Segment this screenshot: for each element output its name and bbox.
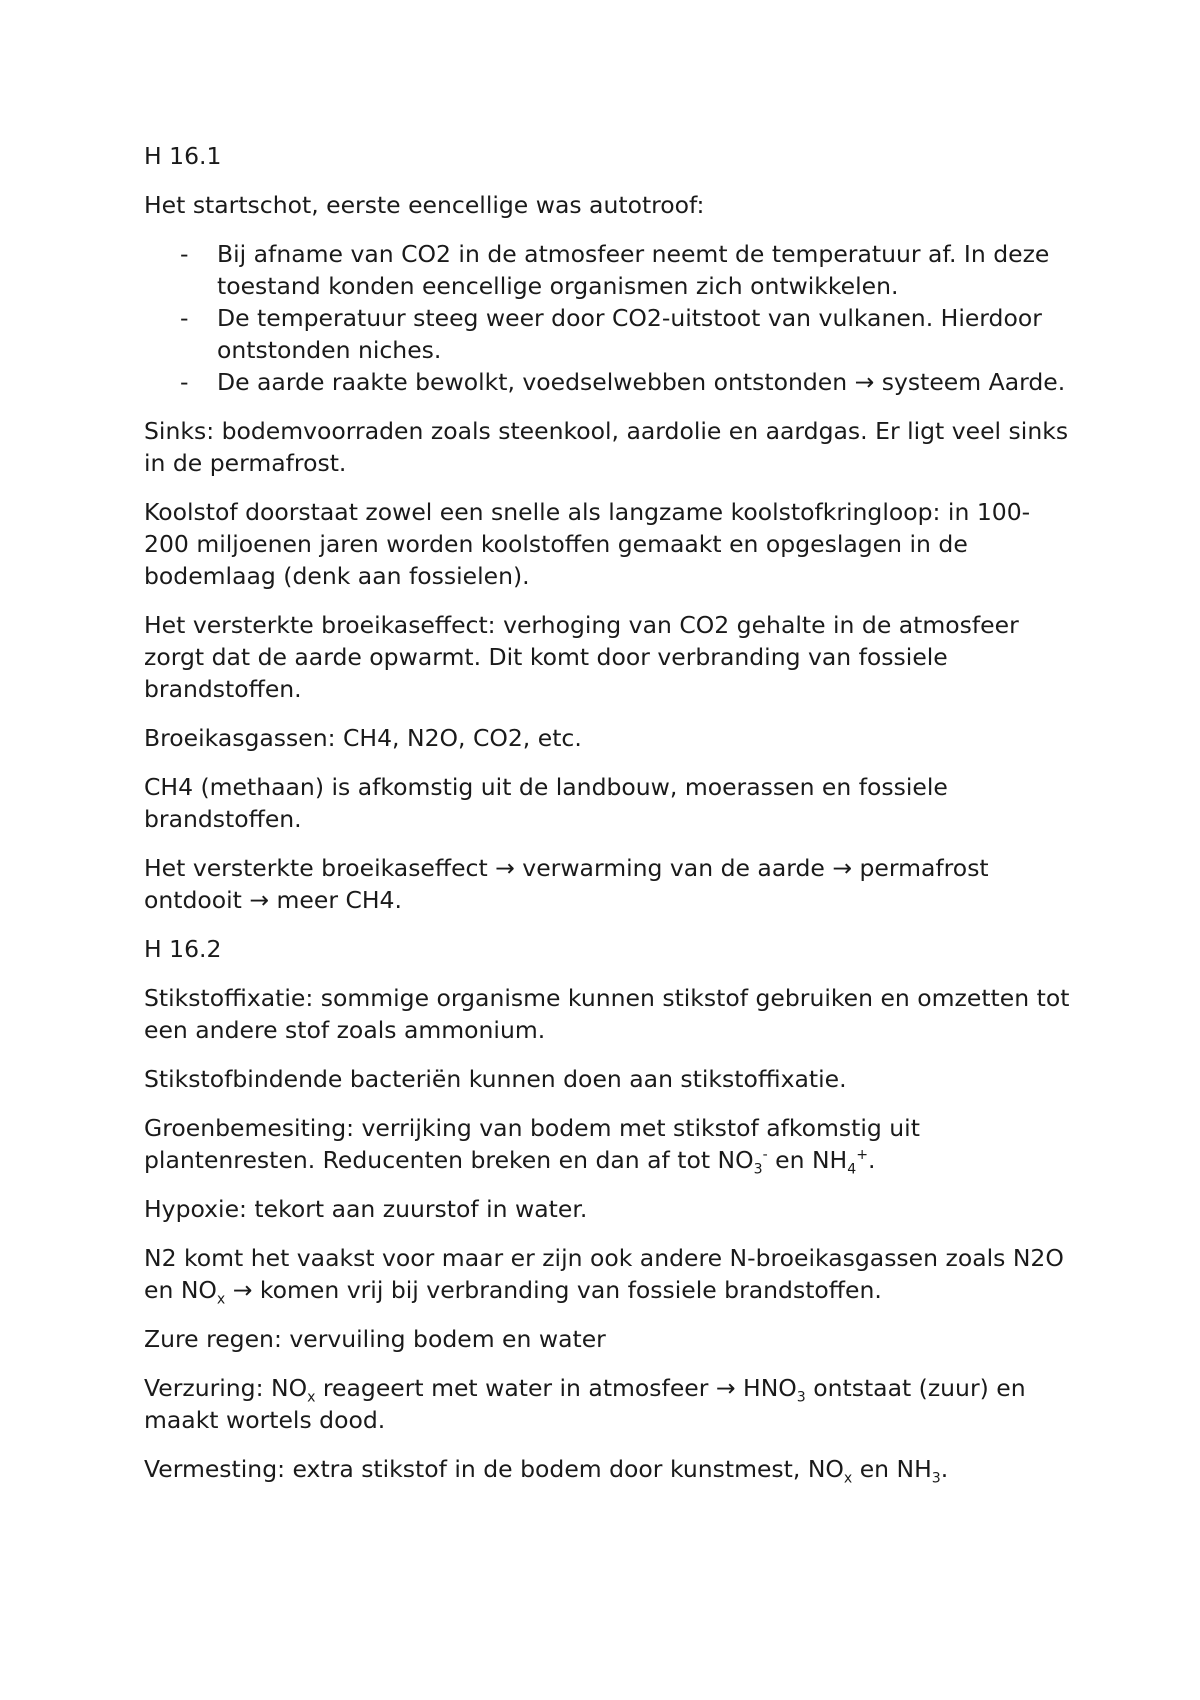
vermesting-end: . (940, 1455, 949, 1483)
broeikasgassen-paragraph: Broeikasgassen: CH4, N2O, CO2, etc. (144, 724, 582, 752)
verzuring-end: ontstaat (zuur) en maakt wortels dood. (144, 1374, 1026, 1434)
koolstof-paragraph: Koolstof doorstaat zowel een snelle als langzame koolstofkringloop: in 100-200 miljoenen jaren worden koolstoffen gemaakt en opgeslagen in de bodemlaag (denk aan fossielen). (144, 498, 1031, 590)
list-item-text: De temperatuur steeg weer door CO2-uitstoot van vulkanen. Hierdoor ontstonden niches. (217, 304, 1042, 364)
groenbemesting-mid: en NH (767, 1146, 848, 1174)
document-body (144, 140, 1074, 1502)
subscript: 3 (796, 1389, 806, 1406)
section-heading-16-2: H 16.2 (144, 935, 222, 963)
verzuring-text: Verzuring: NO (144, 1374, 308, 1402)
subscript: 3 (931, 1470, 941, 1487)
groenbemesting-paragraph (144, 1112, 1074, 1176)
bacterien-paragraph: Stikstofbindende bacteriën kunnen doen aan stikstoffixatie. (144, 1065, 847, 1093)
keten-paragraph: Het versterkte broeikaseffect → verwarming van de aarde → permafrost ontdooit → meer CH4. (144, 854, 989, 914)
subscript: x (216, 1291, 226, 1308)
list-item-text: Bij afname van CO2 in de atmosfeer neemt de temperatuur af. In deze toestand konden eencellige organismen zich ontwikkelen. (217, 240, 1050, 300)
bullet-list (144, 238, 1074, 398)
superscript: - (762, 1147, 768, 1164)
section-heading-16-1: H 16.1 (144, 142, 222, 170)
broeikaseffect-paragraph: Het versterkte broeikaseffect: verhoging van CO2 gehalte in de atmosfeer zorgt dat de aarde opwarmt. Dit komt door verbranding van fossiele brandstoffen. (144, 611, 1019, 703)
groenbemesting-end: . (868, 1146, 876, 1174)
list-item-text: De aarde raakte bewolkt, voedselwebben ontstonden → systeem Aarde. (217, 368, 1066, 396)
stikstoffixatie-paragraph: Stikstoffixatie: sommige organisme kunnen stikstof gebruiken en omzetten tot een andere stof zoals ammonium. (144, 984, 1070, 1044)
verzuring-mid: reageert met water in atmosfeer → HNO (315, 1374, 797, 1402)
subscript: 4 (847, 1161, 857, 1178)
n2-paragraph (144, 1242, 1074, 1306)
verzuring-paragraph (144, 1372, 1074, 1436)
groenbemesting-text: Groenbemesiting: verrijking van bodem met stikstof afkomstig uit plantenresten. Reducenten breken en dan af tot NO (144, 1114, 920, 1174)
bullet-marker: - (180, 240, 189, 268)
vermesting-paragraph (144, 1453, 1074, 1485)
zure-regen-paragraph: Zure regen: vervuiling bodem en water (144, 1325, 606, 1353)
sinks-paragraph: Sinks: bodemvoorraden zoals steenkool, aardolie en aardgas. Er ligt veel sinks in de permafrost. (144, 417, 1069, 477)
n2-text: N2 komt het vaakst voor maar er zijn ook andere N-broeikasgassen zoals N2O en NO (144, 1244, 1064, 1304)
superscript: + (856, 1147, 869, 1164)
vermesting-text: Vermesting: extra stikstof in de bodem door kunstmest, NO (144, 1455, 844, 1483)
list-item (144, 238, 1074, 302)
n2-end: → komen vrij bij verbranding van fossiele brandstoffen. (225, 1276, 882, 1304)
bullet-marker: - (180, 304, 189, 332)
intro-paragraph: Het startschot, eerste eencellige was autotroof: (144, 191, 705, 219)
methaan-paragraph: CH4 (methaan) is afkomstig uit de landbouw, moerassen en fossiele brandstoffen. (144, 773, 948, 833)
subscript: x (307, 1389, 316, 1406)
hypoxie-paragraph: Hypoxie: tekort aan zuurstof in water. (144, 1195, 588, 1223)
bullet-marker: - (180, 368, 189, 396)
list-item (144, 366, 1074, 398)
subscript: 3 (753, 1161, 763, 1178)
vermesting-mid: en NH (852, 1455, 932, 1483)
list-item (144, 302, 1074, 366)
subscript: x (843, 1470, 853, 1487)
